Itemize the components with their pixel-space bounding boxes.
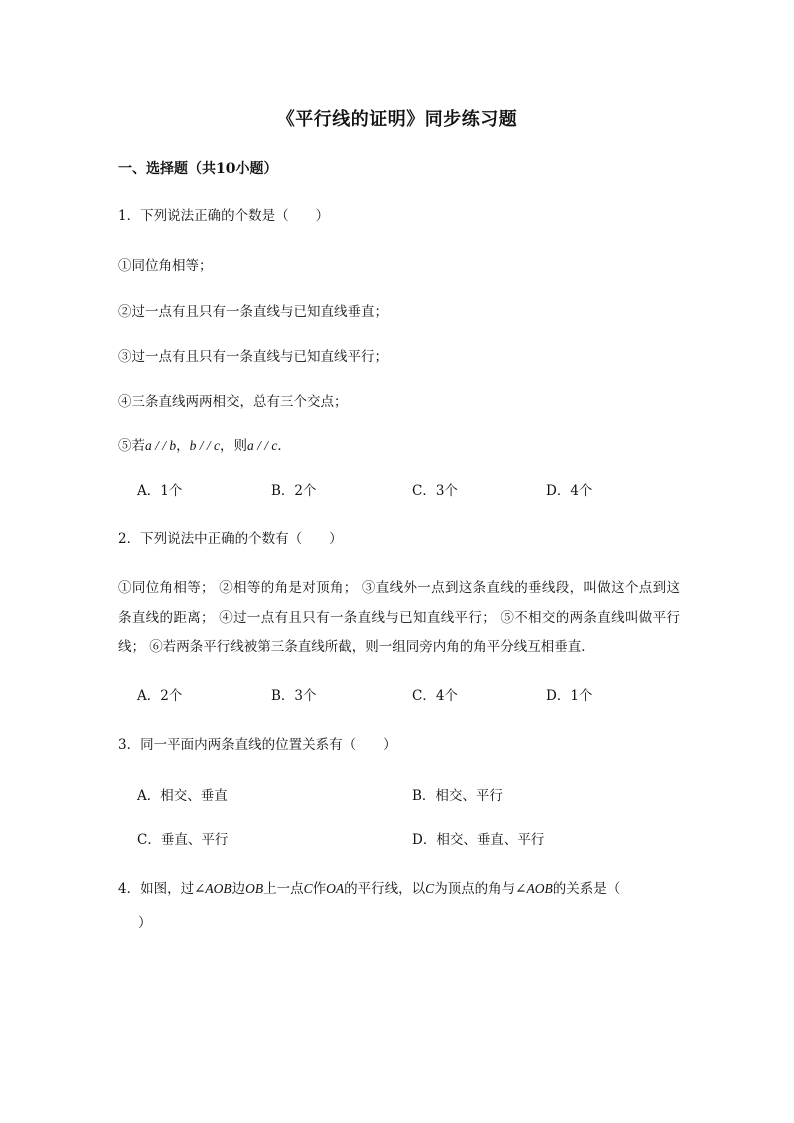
q4-text: 上一点 bbox=[263, 881, 304, 897]
question-1-item-1: ①同位角相等； bbox=[118, 258, 213, 274]
var-c: c bbox=[214, 438, 221, 453]
question-1-item-5 bbox=[118, 436, 291, 456]
question-1-item-3: ③过一点有且只有一条直线与已知直线平行； bbox=[118, 349, 388, 365]
page-title: 《平行线的证明》同步练习题 bbox=[276, 109, 518, 130]
question-1-option-d: D．4个 bbox=[546, 483, 593, 499]
question-1-item-4: ④三条直线两两相交，总有三个交点； bbox=[118, 394, 348, 410]
parallel-symbol: / / bbox=[151, 438, 170, 453]
question-1-item-2: ②过一点有且只有一条直线与已知直线垂直； bbox=[118, 304, 388, 320]
question-3-option-d: D．相交、垂直、平行 bbox=[412, 832, 545, 848]
question-3-option-a: A．相交、垂直 bbox=[137, 788, 228, 804]
comma: ， bbox=[176, 438, 190, 454]
question-1-option-b: B．2个 bbox=[271, 483, 317, 499]
point-c: C bbox=[425, 881, 435, 896]
section-heading: 一、选择题（共10小题） bbox=[118, 161, 278, 177]
q4-text: 的关系是（ bbox=[552, 881, 621, 897]
question-1-option-c: C．3个 bbox=[412, 483, 458, 499]
angle-aob: AOB bbox=[205, 881, 232, 896]
q4-text: 的平行线，以 bbox=[344, 881, 426, 897]
question-2-option-b: B．3个 bbox=[271, 688, 317, 704]
parallel-symbol: / / bbox=[253, 438, 272, 453]
q4-text: 作 bbox=[312, 881, 327, 897]
ray-ob: OB bbox=[245, 881, 264, 896]
question-4-stem bbox=[118, 879, 620, 899]
var-c: c bbox=[271, 438, 278, 453]
question-2-option-d: D．1个 bbox=[546, 688, 593, 704]
period: ． bbox=[277, 438, 291, 454]
question-1-stem: 1．下列说法正确的个数是（ ） bbox=[118, 208, 330, 224]
question-3-option-c: C．垂直、平行 bbox=[137, 832, 229, 848]
var-a: a bbox=[247, 438, 254, 453]
question-1-option-a: A．1个 bbox=[137, 483, 183, 499]
parallel-symbol: / / bbox=[196, 438, 215, 453]
angle-aob: AOB bbox=[526, 881, 553, 896]
var-a: a bbox=[145, 438, 152, 453]
question-3-option-b: B．相交、平行 bbox=[412, 788, 503, 804]
point-c: C bbox=[303, 881, 313, 896]
question-3-stem: 3．同一平面内两条直线的位置关系有（ ） bbox=[118, 737, 397, 753]
q4-text: 边 bbox=[231, 881, 246, 897]
ray-oa: OA bbox=[326, 881, 345, 896]
then-text: ，则 bbox=[220, 438, 248, 454]
question-2-option-a: A．2个 bbox=[137, 688, 183, 704]
question-2-stem: 2．下列说法中正确的个数有（ ） bbox=[118, 531, 343, 547]
q4-text: 为顶点的角与∠ bbox=[434, 881, 527, 897]
question-2-body: ①同位角相等； ②相等的角是对顶角； ③直线外一点到这条直线的垂线段，叫做这个点到这条直线的距离； ④过一点有且只有一条直线与已知直线平行； ⑤不相交的两条直线叫做平行线； ⑥若两条平行线被第三条直线所截，则一组同旁内角的角平分线互相垂直． bbox=[118, 580, 680, 655]
question-4-stem-continued: ） bbox=[138, 915, 152, 931]
var-b: b bbox=[189, 438, 197, 453]
question-2-option-c: C．4个 bbox=[412, 688, 458, 704]
item-5-prefix: ⑤若 bbox=[118, 438, 145, 454]
var-b: b bbox=[169, 438, 177, 453]
q4-text: 4．如图，过∠ bbox=[118, 881, 206, 897]
